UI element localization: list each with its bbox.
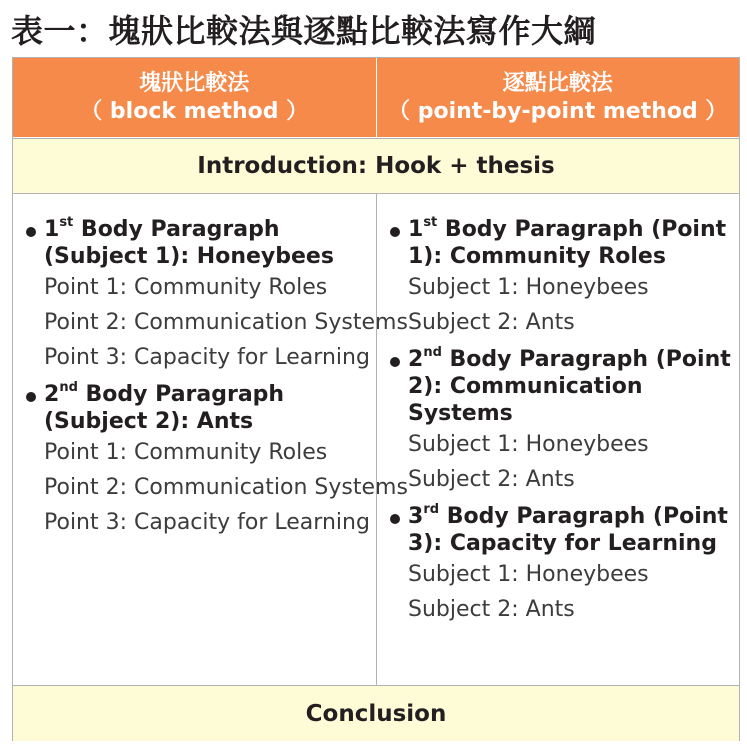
ordinal-number: 2 [44,382,60,407]
ordinal-number: 1 [44,217,60,242]
point-line: Point 3: Capacity for Learning [44,510,370,535]
body-paragraphs-row [13,194,739,685]
subject-line: Subject 2: Ants [408,310,575,335]
introduction-row: Introduction: Hook + thesis [13,138,739,194]
pbp-paragraph [387,216,733,340]
bullet-icon [26,227,36,237]
header-point-by-point-method [376,58,740,137]
subject-line: Subject 1: Honeybees [408,432,649,457]
block-paragraph [23,214,408,375]
bullet-icon [390,227,400,237]
header-block-method [13,58,376,137]
paragraph-heading [44,216,368,270]
paragraph-heading [408,346,733,427]
ordinal-suffix: st [59,214,74,230]
bullet-icon [26,392,36,402]
header-block-method-en: （ block method ） [80,98,309,124]
point-by-point-column [376,194,739,685]
header-block-method-zh: 塊狀比較法 [139,70,250,96]
comparison-outline-table [12,57,740,741]
subject-line: Subject 2: Ants [408,467,575,492]
paragraph-heading [408,216,733,270]
pbp-paragraph [387,503,733,627]
ordinal-suffix: rd [423,501,440,517]
header-point-by-point-en: （ point-by-point method ） [388,98,728,124]
ordinal-number: 2 [408,347,424,372]
ordinal-suffix: nd [423,344,442,360]
bullet-icon [390,357,400,367]
point-line: Point 1: Community Roles [44,440,328,465]
heading-text: Body Paragraph (Point 1): Community Roles [408,217,727,269]
ordinal-suffix: nd [59,379,78,395]
pbp-paragraph [387,346,733,497]
ordinal-suffix: st [423,214,438,230]
heading-text: Body Paragraph (Point 3): Capacity for Learning [408,504,728,556]
heading-text: Body Paragraph (Subject 1): Honeybees [44,217,334,269]
ordinal-number: 1 [408,217,424,242]
table-header-row [13,58,739,137]
block-method-column [13,194,408,685]
subject-line: Subject 1: Honeybees [408,275,649,300]
block-paragraph [23,379,408,540]
header-point-by-point-zh: 逐點比較法 [502,70,613,96]
table-title: 表一：塊狀比較法與逐點比較法寫作大綱 [11,12,597,50]
subject-line: Subject 2: Ants [408,597,575,622]
conclusion-row: Conclusion [13,685,739,741]
paragraph-heading [44,381,368,435]
heading-text: Body Paragraph (Subject 2): Ants [44,382,285,434]
point-line: Point 1: Community Roles [44,275,328,300]
point-line: Point 3: Capacity for Learning [44,345,370,370]
paragraph-heading [408,503,733,557]
heading-text: Body Paragraph (Point 2): Communication Systems [408,347,731,426]
point-line: Point 2: Communication Systems [44,310,408,335]
ordinal-number: 3 [408,504,424,529]
point-line: Point 2: Communication Systems [44,475,408,500]
subject-line: Subject 1: Honeybees [408,562,649,587]
bullet-icon [390,514,400,524]
